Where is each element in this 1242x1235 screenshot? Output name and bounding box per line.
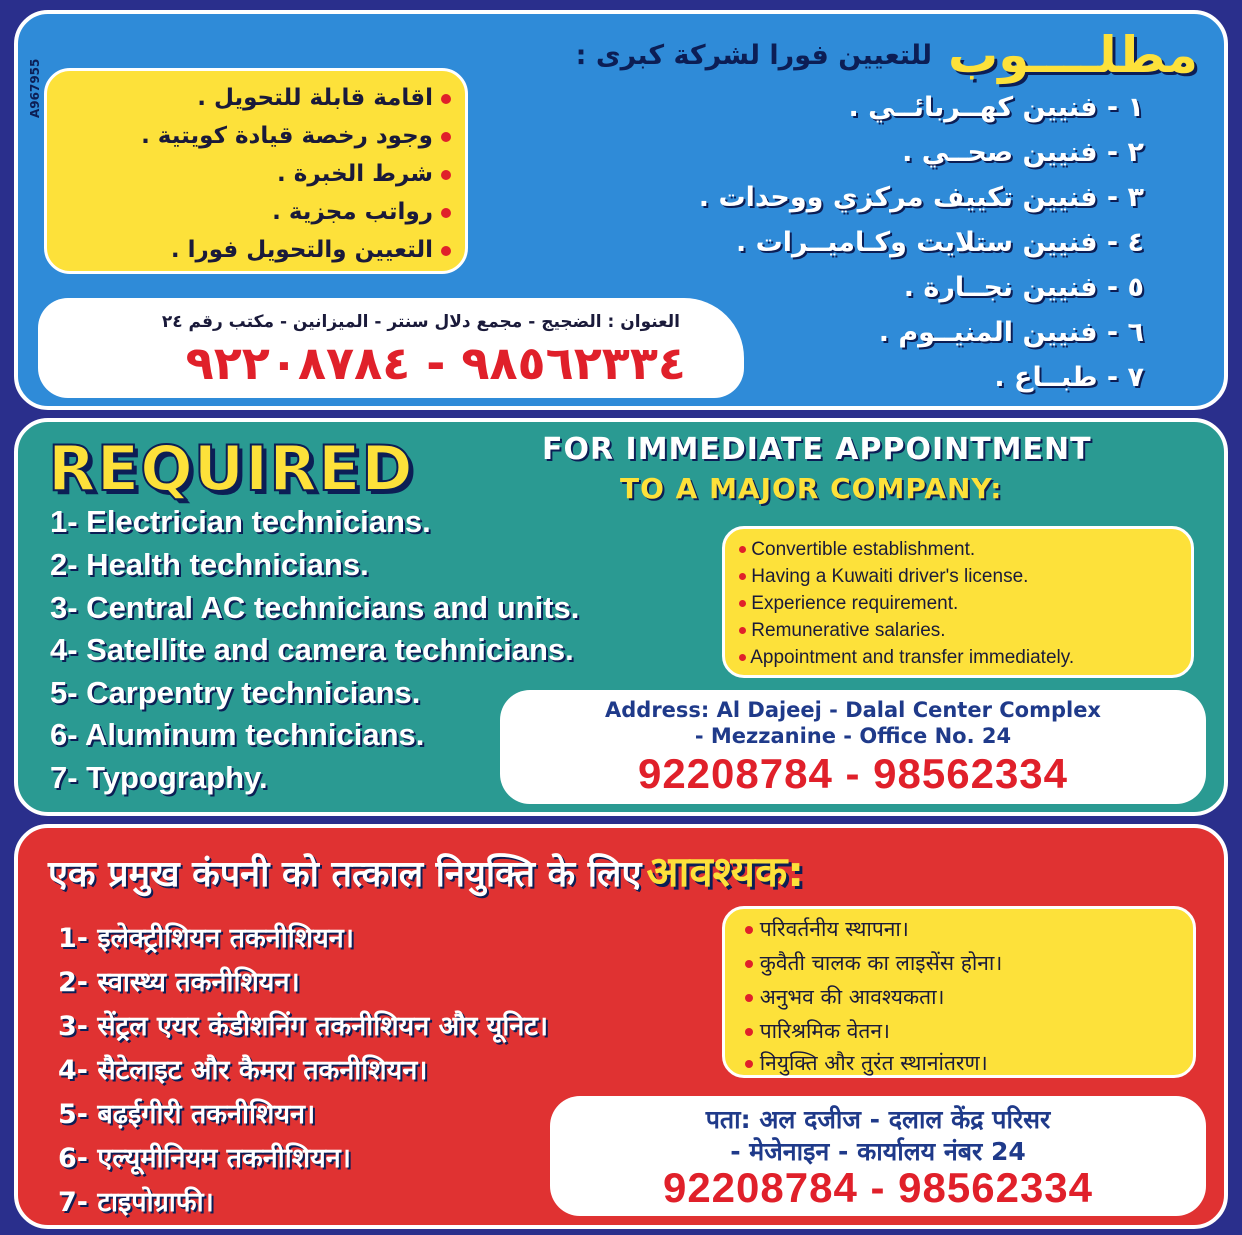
english-requirement: [739, 539, 975, 561]
arabic-requirements-box: [44, 68, 468, 274]
arabic-requirement-text: التعيين والتحويل فورا .: [170, 237, 433, 263]
arabic-requirement: [272, 199, 451, 225]
english-requirement: [739, 593, 958, 615]
english-requirement-text: Experience requirement.: [751, 593, 959, 614]
hindi-requirement-text: परिवर्तनीय स्थापना।: [759, 917, 909, 941]
english-job-item: 4- Satellite and camera technicians.: [50, 632, 574, 667]
arabic-requirement-text: رواتب مجزية .: [272, 199, 433, 225]
bullet-icon: [745, 1060, 753, 1068]
hindi-requirement-text: नियुक्ति और तुरंत स्थानांतरण।: [759, 1051, 988, 1075]
hindi-contact-box: [550, 1096, 1206, 1216]
english-title: REQUIRED: [48, 432, 414, 505]
english-job-item: 7- Typography.: [50, 760, 268, 795]
arabic-job-item: ٦ - فنيين المنيــوم .: [878, 317, 1144, 348]
bullet-icon: [745, 926, 753, 934]
english-job-item: 5- Carpentry technicians.: [50, 675, 421, 710]
bullet-icon: [441, 94, 451, 104]
english-job-item: 1- Electrician technicians.: [50, 504, 431, 539]
ad-code: A967955: [28, 58, 42, 118]
english-subtitle-line1: FOR IMMEDIATE APPOINTMENT: [542, 432, 1092, 467]
bullet-icon: [739, 654, 746, 661]
bullet-icon: [739, 627, 746, 634]
hindi-panel: [14, 824, 1228, 1229]
hindi-phone-numbers: 92208784 - 98562334: [662, 1164, 1094, 1211]
bullet-icon: [441, 208, 451, 218]
english-subtitle-line2: TO A MAJOR COMPANY:: [620, 472, 1003, 505]
english-requirement-text: Remunerative salaries.: [751, 620, 946, 641]
bullet-icon: [441, 170, 451, 180]
hindi-requirement-text: अनुभव की आवश्यकता।: [759, 985, 945, 1009]
hindi-title-row: [48, 842, 804, 899]
hindi-job-item: 1- इलेक्ट्रीशियन तकनीशियन।: [58, 923, 355, 954]
arabic-job-item: ٣ - فنيين تكييف مركزي ووحدات .: [698, 182, 1144, 213]
bullet-icon: [745, 1028, 753, 1036]
hindi-requirement: [745, 1017, 890, 1045]
english-address-line1: Address: Al Dajeej - Dalal Center Complex: [605, 698, 1101, 722]
hindi-requirement: [745, 915, 909, 943]
arabic-requirement: [197, 85, 451, 111]
arabic-requirement-text: اقامة قابلة للتحويل .: [197, 85, 433, 111]
bullet-icon: [745, 994, 753, 1002]
hindi-requirement-text: कुवैती चालक का लाइसेंस होना।: [759, 951, 1003, 975]
arabic-subtitle: للتعيين فورا لشركة كبرى :: [575, 40, 932, 71]
hindi-requirement-text: पारिश्रमिक वेतन।: [759, 1019, 891, 1043]
english-requirement: [739, 620, 946, 642]
hindi-job-item: 5- बढ़ईगीरी तकनीशियन।: [58, 1099, 316, 1130]
hindi-requirements-box: [722, 906, 1196, 1078]
hindi-job-item: 6- एल्यूमीनियम तकनीशियन।: [58, 1143, 351, 1174]
english-requirement-text: Having a Kuwaiti driver's license.: [751, 566, 1029, 587]
arabic-requirement-text: وجود رخصة قيادة كويتية .: [141, 123, 433, 149]
english-job-item: 3- Central AC technicians and units.: [50, 590, 580, 625]
arabic-requirement-text: شرط الخبرة .: [277, 161, 433, 187]
arabic-contact-box: [38, 298, 744, 398]
arabic-requirement: [171, 237, 451, 263]
english-address-line2: - Mezzanine - Office No. 24: [694, 724, 1012, 748]
english-job-item: 6- Aluminum technicians.: [50, 717, 425, 752]
bullet-icon: [441, 132, 451, 142]
english-job-item: 2- Health technicians.: [50, 547, 369, 582]
bullet-icon: [441, 246, 451, 256]
hindi-job-item: 7- टाइपोग्राफी।: [58, 1187, 214, 1218]
arabic-phone-numbers: ٩٨٥٦٢٣٣٤ - ٩٢٢٠٨٧٨٤: [185, 336, 686, 390]
arabic-job-item: ٢ - فنيين صحــي .: [902, 137, 1144, 168]
bullet-icon: [739, 573, 746, 580]
hindi-requirement: [745, 983, 944, 1011]
hindi-job-item: 3- सेंट्रल एयर कंडीशनिंग तकनीशियन और यूनिट।: [58, 1011, 549, 1042]
english-requirement-text: Appointment and transfer immediately.: [750, 647, 1075, 668]
hindi-address-line2: - मेजेनाइन - कार्यालय नंबर 24: [730, 1137, 1026, 1166]
arabic-panel: [14, 10, 1228, 410]
bullet-icon: [739, 600, 746, 607]
bullet-icon: [745, 960, 753, 968]
arabic-address: العنوان : الضجيج - مجمع دلال سنتر - الميزانين - مكتب رقم ٢٤: [161, 312, 680, 332]
hindi-job-item: 4- सैटेलाइट और कैमरा तकनीशियन।: [58, 1055, 428, 1086]
english-contact-box: [500, 690, 1206, 804]
english-requirements-box: [722, 526, 1194, 678]
arabic-job-item: ٧ - طبــاع .: [994, 362, 1144, 393]
hindi-requirement: [745, 1049, 988, 1077]
arabic-requirement: [141, 123, 451, 149]
english-panel: [14, 418, 1228, 816]
hindi-job-item: 2- स्वास्थ्य तकनीशियन।: [58, 967, 300, 998]
bullet-icon: [739, 546, 746, 553]
arabic-job-item: ١ - فنيين كهــربائــي .: [848, 92, 1144, 123]
hindi-title-accent: आवश्यक:: [646, 847, 804, 896]
hindi-title: एक प्रमुख कंपनी को तत्काल नियुक्ति के लिए: [48, 854, 642, 895]
arabic-job-item: ٤ - فنيين ستلايت وكـاميــرات .: [735, 227, 1144, 258]
arabic-title: مطلــــوب: [947, 26, 1198, 84]
hindi-requirement: [745, 949, 1002, 977]
english-requirement: [739, 647, 1074, 669]
hindi-address-line1: पता: अल दजीज - दलाल केंद्र परिसर: [705, 1105, 1051, 1134]
english-requirement-text: Convertible establishment.: [751, 539, 976, 560]
english-phone-numbers: 92208784 - 98562334: [637, 750, 1069, 797]
english-requirement: [739, 566, 1028, 588]
arabic-job-item: ٥ - فنيين نجــارة .: [903, 272, 1144, 303]
arabic-requirement: [277, 161, 451, 187]
